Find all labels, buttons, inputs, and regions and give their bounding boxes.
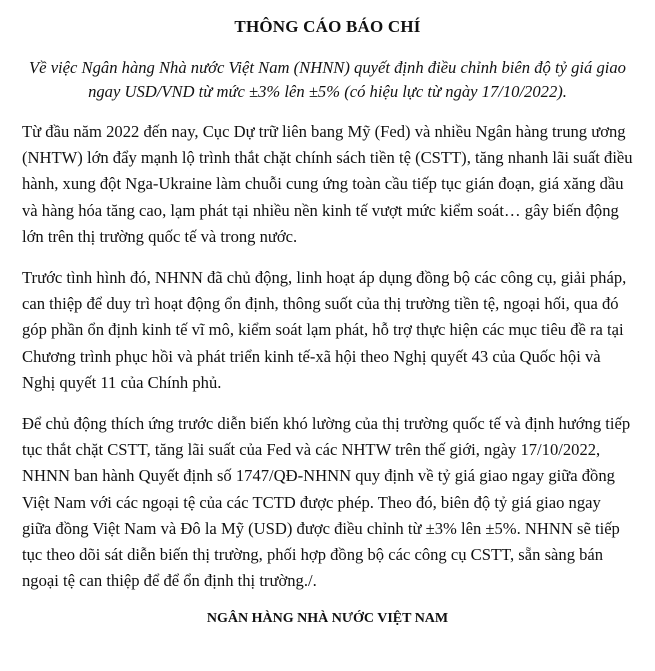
issuer-signature: NGÂN HÀNG NHÀ NƯỚC VIỆT NAM <box>206 611 449 627</box>
paragraph-1: Từ đầu năm 2022 đến nay, Cục Dự trữ liên bang Mỹ (Fed) và nhiều Ngân hàng trung ương (NHTW) lớn đẩy mạnh lộ trình thắt chặt chính sách tiền tệ (CSTT), tăng nhanh lãi suất điều hành, xung đột Nga-Ukraine làm chuỗi cung ứng toàn cầu tiếp tục gián đoạn, giá xăng dầu và hàng hóa tăng cao, lạm phát tại nhiều nền kinh tế vượt mức kiểm soát… gây biến động lớn trên thị trường quốc tế và trong nước. <box>22 122 633 246</box>
document-subtitle: Về việc Ngân hàng Nhà nước Việt Nam (NHNN) quyết định điều chỉnh biên độ tỷ giá giao ngay USD/VND từ mức ±3% lên ±5% (có hiệu lực từ ngày 17/10/2022). <box>29 58 626 101</box>
document-title: THÔNG CÁO BÁO CHÍ <box>234 17 421 36</box>
paragraph-2: Trước tình hình đó, NHNN đã chủ động, linh hoạt áp dụng đồng bộ các công cụ, giải pháp, can thiệp để duy trì hoạt động ổn định, thông suốt của thị trường tiền tệ, ngoại hối, qua đó góp phần ổn định kinh tế vĩ mô, kiểm soát lạm phát, hỗ trợ thực hiện các mục tiêu đề ra tại Chương trình phục hồi và phát triển kinh tế-xã hội theo Nghị quyết 43 của Quốc hội và Nghị quyết 11 của Chính phủ. <box>22 268 627 392</box>
paragraph-3: Để chủ động thích ứng trước diễn biến khó lường của thị trường quốc tế và định hướng tiếp tục thắt chặt CSTT, tăng lãi suất của Fed và các NHTW trên thế giới, ngày 17/10/2022, NHNN ban hành Quyết định số 1747/QĐ-NHNN quy định về tỷ giá giao ngay giữa đồng Việt Nam với các ngoại tệ của các TCTD được phép. Theo đó, biên độ tỷ giá giao ngay giữa đồng Việt Nam và Đô la Mỹ (USD) được điều chỉnh từ ±3% lên ±5%. NHNN sẽ tiếp tục theo dõi sát diễn biến thị trường, phối hợp đồng bộ các công cụ CSTT, sẵn sàng bán ngoại tệ can thiệp để để ổn định thị trường./. <box>22 414 631 591</box>
